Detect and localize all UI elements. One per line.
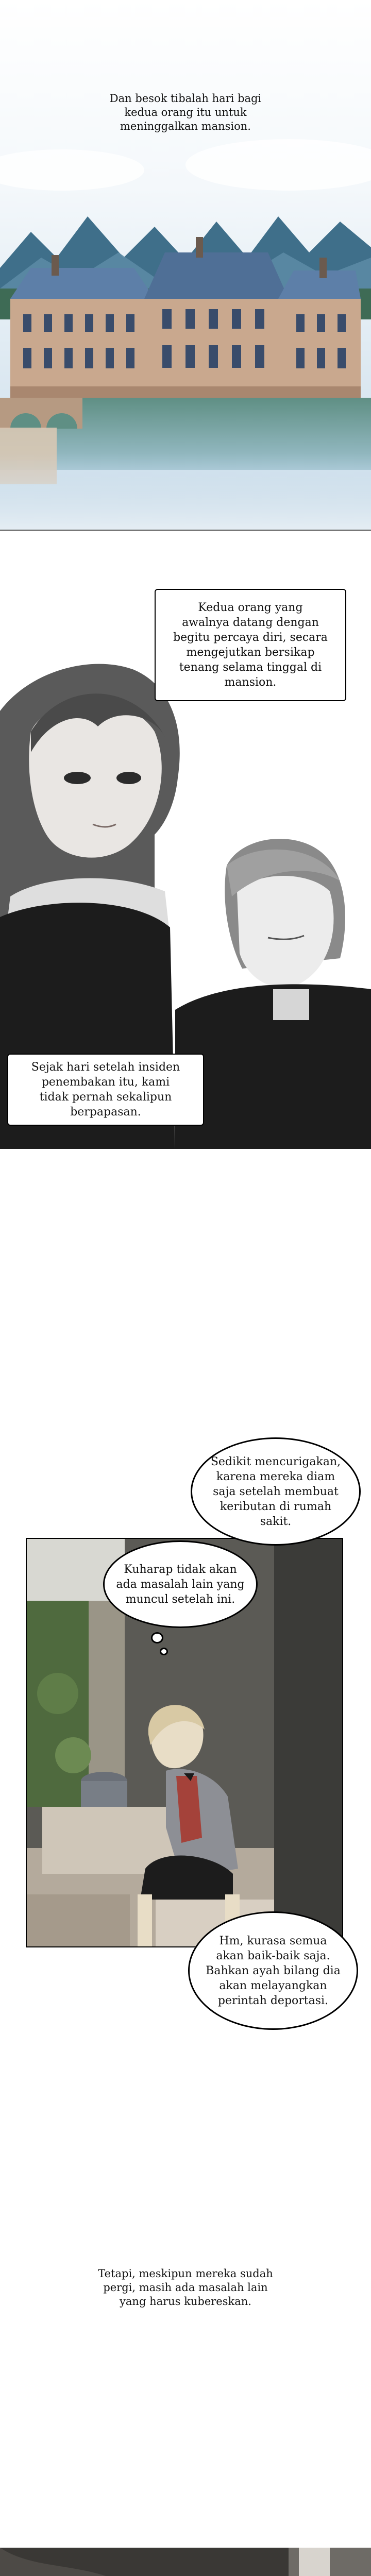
mansion-illustration [0, 0, 371, 531]
thought-bubble-problem: Kuharap tidak akan ada masalah lain yang muncul setelah ini. [103, 1540, 258, 1628]
speech-bubble-deport: Hm, kurasa semua akan baik-baik saja. Bahkan ayah bilang dia akan melayangkan perintah deportasi. [188, 1911, 358, 2030]
next-panel-preview [0, 2548, 371, 2576]
mansion-panel [0, 0, 371, 531]
caption-mansion: Dan besok tibalah hari bagi kedua orang itu untuk meninggalkan mansion. [109, 92, 262, 132]
caption-bottom: Tetapi, meskipun mereka sudah pergi, masih ada masalah lain yang harus kubereskan. [98, 2267, 273, 2308]
speech-bubble-suspicious: Sedikit mencurigakan, karena mereka diam saja setelah membuat keributan di rumah sakit. [191, 1437, 361, 1546]
panel-divider [0, 530, 371, 531]
next-panel-illustration [0, 2548, 371, 2576]
narration-box-shooting: Sejak hari setelah insiden penembakan itu, kami tidak pernah sekalipun berpapasan. [7, 1054, 204, 1126]
thought-dot-large [151, 1632, 163, 1643]
thought-dot-small [160, 1648, 168, 1655]
narration-box-confident: Kedua orang yang awalnya datang dengan begitu percaya diri, secara mengejutkan bersikap tenang selama tinggal di mansion. [155, 589, 346, 701]
